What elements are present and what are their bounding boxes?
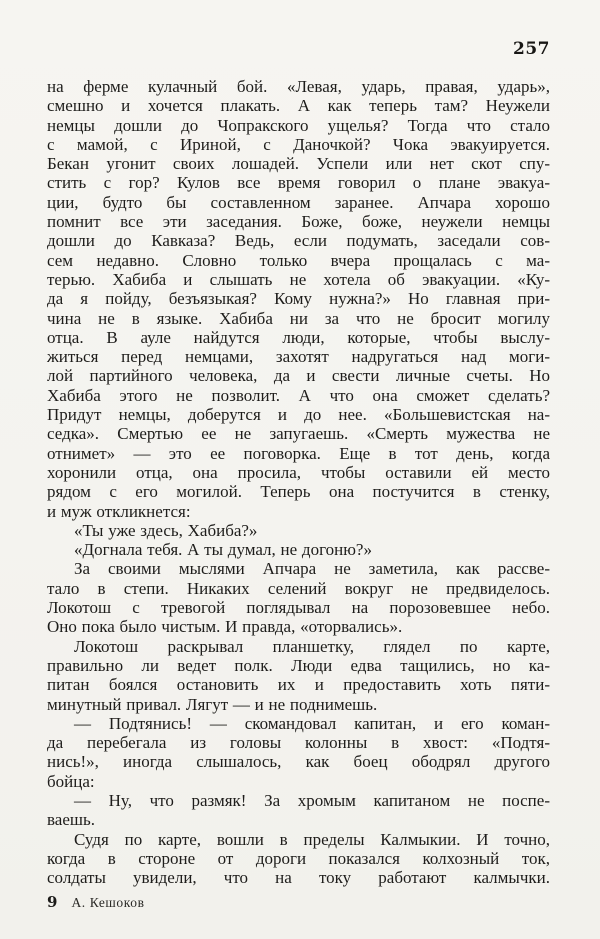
text-line: Хабиба этого не позволит. А что она сможет сделать? (47, 385, 550, 405)
text-line: седка». Смертью ее не запугаешь. «Смерть мужества не (47, 424, 550, 444)
text-line: с мамой, с Ириной, с Даночкой? Чока эвакуируется. (47, 134, 550, 154)
text-line: да я пойду, безъязыкая? Кому нужна?» Но главная при- (47, 289, 550, 309)
text-line: солдаты увидели, что на току работают калмычки. (47, 868, 550, 888)
text-line: смешно и хочется плакать. А как теперь там? Неужели (47, 96, 550, 116)
text-line: — Ну, что размяк! За хромым капитаном не поспе- (74, 790, 550, 810)
text-line: чина не в языке. Хабиба ни за что не бросит могилу (47, 308, 550, 328)
text-line: хоронили отца, она просила, чтобы оставили ей место (47, 462, 550, 482)
text-line: бойца: (47, 771, 95, 791)
text-line: немцы дошли до Чопракского ущелья? Тогда что стало (47, 115, 550, 135)
text-line: тало в степи. Никаких селений вокруг не предвиделось. (47, 578, 550, 598)
text-line: правильно ли ведет полк. Люди едва тащились, но ка- (47, 655, 550, 675)
text-line: «Догнала тебя. А ты думал, не догоню?» (74, 540, 372, 560)
page-number: 257 (513, 39, 550, 59)
text-line: Бекан угонит своих лошадей. Успели или нет скот спу- (47, 154, 550, 174)
text-line: на ферме кулачный бой. «Левая, ударь, правая, ударь», (47, 77, 550, 96)
text-line: минутный привал. Лягут — и не поднимешь. (47, 694, 378, 714)
text-line: — Подтянись! — скомандовал капитан, и его коман- (74, 713, 550, 733)
text-line: помнит все эти заседания. Боже, боже, неужели немцы (47, 212, 550, 232)
text-line: нись!», иногда слышалось, как боец ободрял другого (47, 752, 550, 772)
text-line: Локотош с тревогой поглядывал на порозовевшее небо. (47, 598, 550, 618)
text-line: рядом с его могилой. Теперь она постучится в стенку, (47, 482, 550, 502)
text-line: «Ты уже здесь, Хабиба?» (74, 520, 258, 540)
text-line: Придут немцы, доберутся и до нее. «Большевистская на- (47, 405, 550, 425)
text-block (47, 77, 550, 887)
text-line: отца. В ауле найдутся люди, которые, чтобы выслу- (47, 327, 550, 347)
printer-signature-number: 9 (47, 893, 58, 911)
text-line: ваешь. (47, 810, 95, 830)
text-line: сем недавно. Словно только вчера прощалась с ма- (47, 250, 550, 270)
page-footer (47, 893, 145, 911)
text-line: житься перед немцами, захотят надругаться над моги- (47, 347, 550, 367)
text-line: Локотош раскрывал планшетку, глядел по карте, (74, 636, 550, 656)
text-line: отнимет» — это ее поговорка. Еще в тот день, когда (47, 443, 550, 463)
text-line: терью. Хабиба и слышать не хотела об эвакуации. «Ку- (47, 269, 550, 289)
text-line: Судя по карте, вошли в пределы Калмыкии. И точно, (74, 829, 550, 849)
text-line: стить с гор? Кулов все время говорил о плане эвакуа- (47, 173, 550, 193)
text-line: дошли до Кавказа? Ведь, если подумать, заседали сов- (47, 231, 550, 251)
text-line: лой партийного человека, да и свести личные счеты. Но (47, 366, 550, 386)
text-line: когда в стороне от дороги показался колхозный ток, (47, 848, 550, 868)
text-line: За своими мыслями Апчара не заметила, как рассве- (74, 559, 550, 579)
text-line: ции, будто бы составленном заранее. Апчара хорошо (47, 192, 550, 212)
author-name: А. Кешоков (71, 895, 145, 910)
text-line: и муж откликнется: (47, 501, 191, 521)
text-line: Оно пока было чистым. И правда, «оторвались». (47, 617, 403, 637)
text-line: да перебегала из головы колонны в хвост: «Подтя- (47, 733, 550, 753)
text-line: питан боялся остановить их и предоставить хоть пяти- (47, 675, 550, 695)
